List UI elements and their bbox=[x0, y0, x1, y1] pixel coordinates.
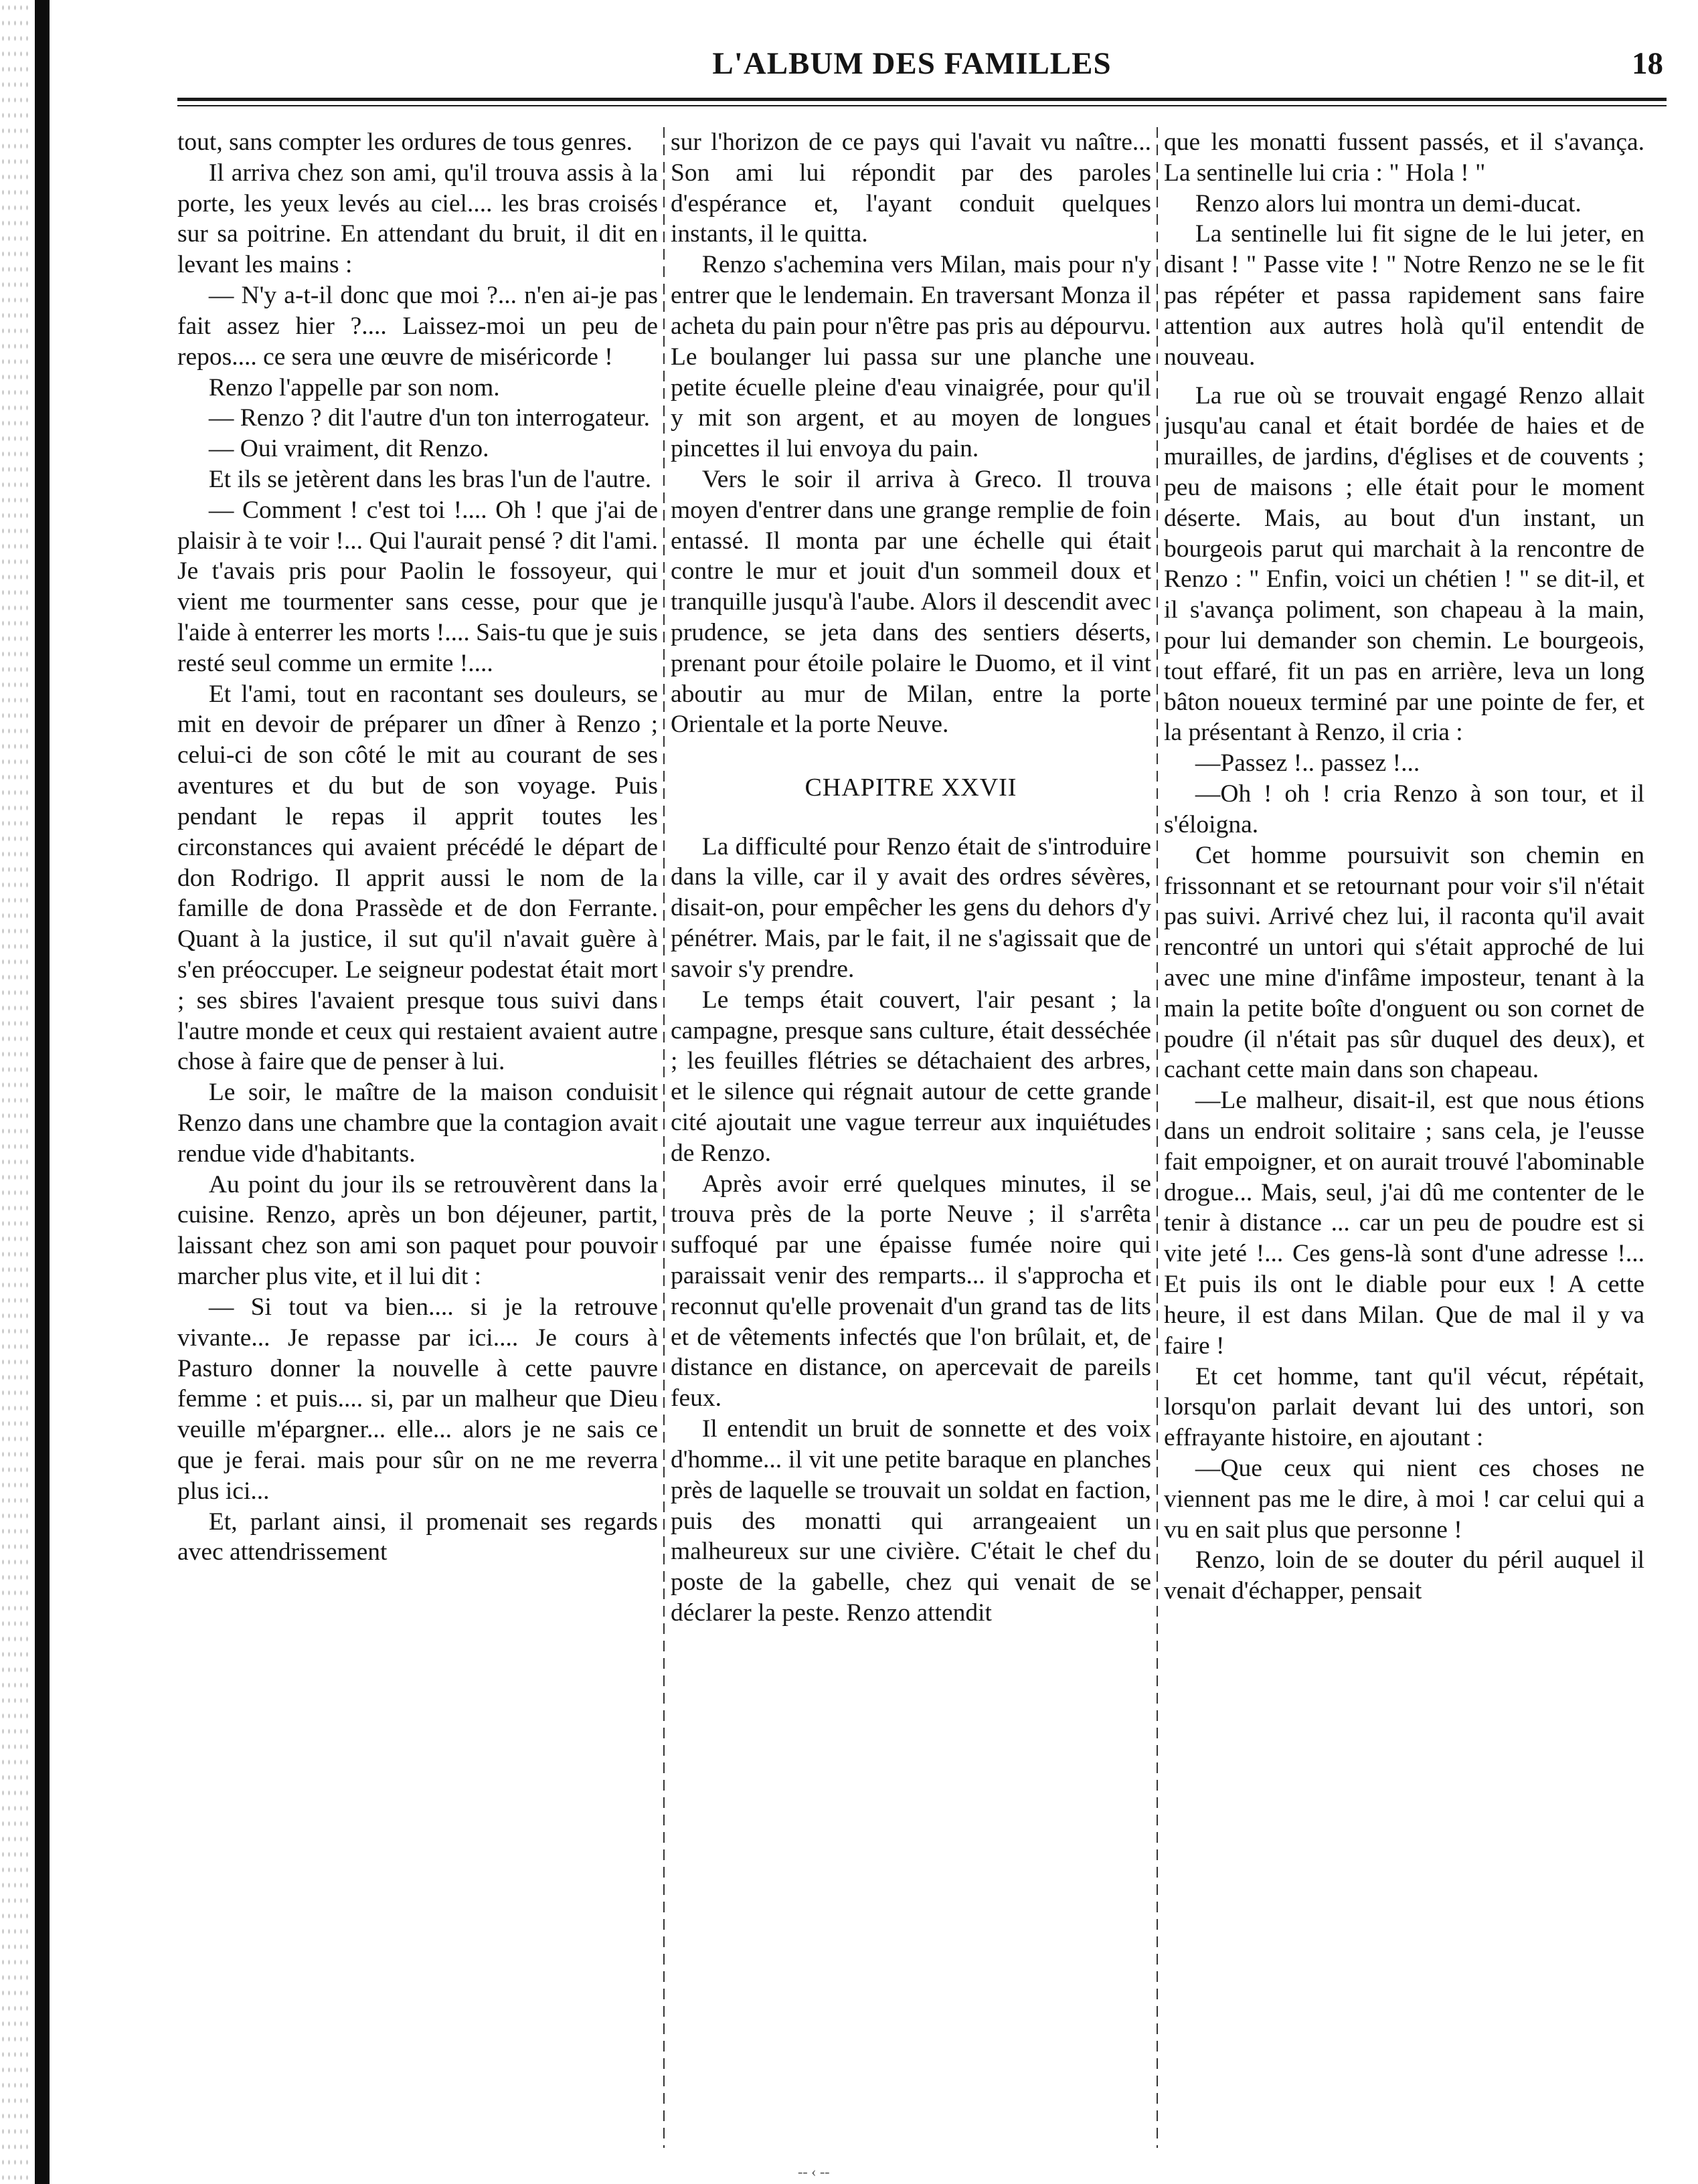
paragraph-gap bbox=[1164, 373, 1644, 381]
paragraph: La rue où se trouvait engagé Renzo allait jusqu'au canal et était bordée de haies et de murailles, de jardins, d'églises et de couvents ; peu de maisons ; elle était pour le moment déserte. Mais, au bout d'un instant, un bourgeois parut qui marchait à la rencontre de Renzo : " Enfin, voici un chétien ! " se dit-il, et il s'avança poliment, son chapeau à la main, pour lui demander son chemin. Le bourgeois, tout effaré, fit un pas en arrière, leva un long bâton noueux terminé par une pointe de fer, et la présentant à Renzo, il cria : bbox=[1164, 381, 1644, 747]
paragraph: — Si tout va bien.... si je la retrouve vivante... Je repasse par ici.... Je cours à Pasturo donner la nouvelle à cette pauvre femme : et puis.... si, par un malheur que Dieu veuille m'épargner... elle... alors je ne sais ce que je ferai. mais pour sûr on ne me reverra plus ici... bbox=[177, 1293, 658, 1505]
column-separator bbox=[663, 127, 665, 2148]
paragraph: Et l'ami, tout en racontant ses douleurs, se mit en devoir de préparer un dîner à Renzo ; celui-ci de son côté le mit au courant de ses aventures et du but de son voyage. Puis pendant le repas il apprit toutes les circonstances qui avaient précédé le départ de don Rodrigo. Il apprit aussi le nom de la famille de dona Prassède et de don Ferrante. Quant à la justice, il sut qu'il n'avait guère à s'en préoccuper. Le seigneur podestat était mort ; ses sbires l'avaient presque tous suivi dans l'autre monde et ceux qui restaient avaient autre chose à faire que de penser à lui. bbox=[177, 680, 658, 1076]
column-1 bbox=[177, 127, 658, 2148]
paragraph: — Renzo ? dit l'autre d'un ton interrogateur. bbox=[208, 404, 651, 432]
paragraph: La difficulté pour Renzo était de s'introduire dans la ville, car il y avait des ordres sévères, disait-on, pour empêcher les gens du dehors d'y pénétrer. Mais, par le fait, il ne s'agissait que de savoir s'y prendre. bbox=[671, 832, 1151, 983]
paragraph: — N'y a-t-il donc que moi ?... n'en ai-je pas fait assez hier ?.... Laissez-moi un peu de repos.... ce sera une œuvre de miséricorde ! bbox=[177, 282, 658, 371]
paragraph: Et, parlant ainsi, il promenait ses regards avec attendrissement bbox=[177, 1508, 658, 1566]
column-separator bbox=[1157, 127, 1158, 2148]
scan-binding-edge bbox=[35, 0, 50, 2184]
paragraph: — Oui vraiment, dit Renzo. bbox=[208, 435, 489, 463]
paragraph: Renzo, loin de se douter du péril auquel il venait d'échapper, pensait bbox=[1164, 1546, 1644, 1605]
header-rule-thin bbox=[177, 105, 1667, 106]
running-title: L'ALBUM DES FAMILLES bbox=[712, 46, 1112, 81]
paragraph: La sentinelle lui fit signe de le lui jeter, en disant ! " Passe vite ! " Notre Renzo ne se le fit pas répéter et passa rapidement sans faire attention aux autres holà qu'il entendit de nouveau. bbox=[1164, 220, 1644, 371]
footer-mark: -- ‹ -- bbox=[798, 2163, 830, 2180]
paragraph: Il entendit un bruit de sonnette et des voix d'homme... il vit une petite baraque en planches près de laquelle se trouvait un soldat en faction, puis des monatti qui arrangeaient un malheureux sur une civière. C'était le chef du poste de la gabelle, chez qui venait de se déclarer la peste. Renzo attendit bbox=[671, 1415, 1151, 1627]
paragraph: Après avoir erré quelques minutes, il se trouva près de la porte Neuve ; il s'arrêta suffoqué par une épaisse fumée noire qui paraissait venir des remparts... il s'approcha et reconnut qu'elle provenait d'un grand tas de lits et de vêtements infectés que l'on brûlait, et, de distance en distance, on apercevait de pareils feux. bbox=[671, 1170, 1151, 1413]
column-2 bbox=[671, 127, 1151, 2148]
paragraph: sur l'horizon de ce pays qui l'avait vu naître... Son ami lui répondit par des paroles d'espérance et, l'ayant conduit quelques instants, il le quitta. bbox=[671, 128, 1151, 248]
paragraph: —Le malheur, disait-il, est que nous étions dans un endroit solitaire ; sans cela, je l'eusse fait empoigner, et on aurait trouvé l'abominable drogue... Mais, seul, j'ai dû me contenter de le tenir à distance ... car un peu de poudre est si vite jeté !... Ces gens-là sont d'une adresse !... Et puis ils ont le diable pour eux ! A cette heure, il est dans Milan. Que de mal il y va faire ! bbox=[1164, 1087, 1644, 1360]
paragraph: Il arriva chez son ami, qu'il trouva assis à la porte, les yeux levés au ciel.... les bras croisés sur sa poitrine. En attendant du bruit, il dit en levant les mains : bbox=[177, 159, 658, 279]
paragraph: — Comment ! c'est toi !.... Oh ! que j'ai de plaisir à te voir !... Qui l'aurait pensé ? dit l'ami. Je t'avais pris pour Paolin le fossoyeur, qui vient me tourmenter sans cesse, pour que je l'aide à enterrer les morts !.... Sais-tu que je suis resté seul comme un ermite !.... bbox=[177, 496, 658, 677]
column-3 bbox=[1164, 127, 1644, 2148]
chapter-heading: CHAPITRE XXVII bbox=[804, 774, 1017, 802]
paragraph: Et cet homme, tant qu'il vécut, répétait, lorsqu'on parlait devant lui des untori, son effrayante histoire, en ajoutant : bbox=[1164, 1362, 1644, 1452]
paragraph: —Oh ! oh ! cria Renzo à son tour, et il s'éloigna. bbox=[1164, 780, 1644, 838]
paragraph: Renzo l'appelle par son nom. bbox=[208, 373, 500, 401]
paragraph: Cet homme poursuivit son chemin en frissonnant et se retournant pour voir s'il n'était pas suivi. Arrivé chez lui, il raconta qu'il avait rencontré un untori qui s'était approché de lui avec une mine d'infâme imposteur, tenant à la main la petite boîte d'onguent ou son cornet de poudre (il n'était pas sûr duquel des deux), et cachant cette main dans son chapeau. bbox=[1164, 841, 1644, 1084]
paragraph: tout, sans compter les ordures de tous genres. bbox=[177, 128, 633, 156]
paragraph: Vers le soir il arriva à Greco. Il trouva moyen d'entrer dans une grange remplie de foin entassé. Il monta par une échelle qui était contre le mur et jouit d'un sommeil doux et tranquille jusqu'à l'aube. Alors il descendit avec prudence, se jeta dans des sentiers déserts, prenant pour étoile polaire le Duomo, et il vint aboutir au mur de Milan, entre la porte Orientale et la porte Neuve. bbox=[671, 465, 1151, 739]
paragraph: —Passez !.. passez !... bbox=[1195, 749, 1420, 778]
header-rule-thick bbox=[177, 98, 1667, 101]
paragraph: Au point du jour ils se retrouvèrent dans la cuisine. Renzo, après un bon déjeuner, partit, laissant chez son ami son paquet pour pouvoir marcher plus vite, et il lui dit : bbox=[177, 1170, 658, 1291]
paragraph: Le temps était couvert, l'air pesant ; la campagne, presque sans culture, était desséchée ; les feuilles flétries se détachaient des arbres, et le silence qui régnait autour de cette grande cité ajoutait une vague terreur aux inquiétudes de Renzo. bbox=[671, 986, 1151, 1167]
scan-margin-specks bbox=[0, 0, 31, 2184]
paragraph: Et ils se jetèrent dans les bras l'un de l'autre. bbox=[208, 465, 652, 493]
page-header bbox=[161, 41, 1663, 88]
text-columns bbox=[177, 127, 1667, 2148]
paragraph: —Que ceux qui nient ces choses ne viennent pas me le dire, à moi ! car celui qui a vu en sait plus que personne ! bbox=[1164, 1454, 1644, 1544]
paragraph: Le soir, le maître de la maison conduisit Renzo dans une chambre que la contagion avait rendue vide d'habitants. bbox=[177, 1079, 658, 1168]
paragraph: que les monatti fussent passés, et il s'avança. La sentinelle lui cria : " Hola ! " bbox=[1164, 128, 1644, 187]
paragraph: Renzo s'achemina vers Milan, mais pour n'y entrer que le lendemain. En traversant Monza il acheta du pain pour n'être pas pris au dépourvu. Le boulanger lui passa sur une planche une petite écuelle pleine d'eau vinaigrée, pour qu'il y mit son argent, et au moyen de longues pincettes il lui envoya du pain. bbox=[671, 251, 1151, 463]
paragraph: Renzo alors lui montra un demi-ducat. bbox=[1195, 189, 1582, 217]
page-number: 18 bbox=[1632, 46, 1663, 81]
